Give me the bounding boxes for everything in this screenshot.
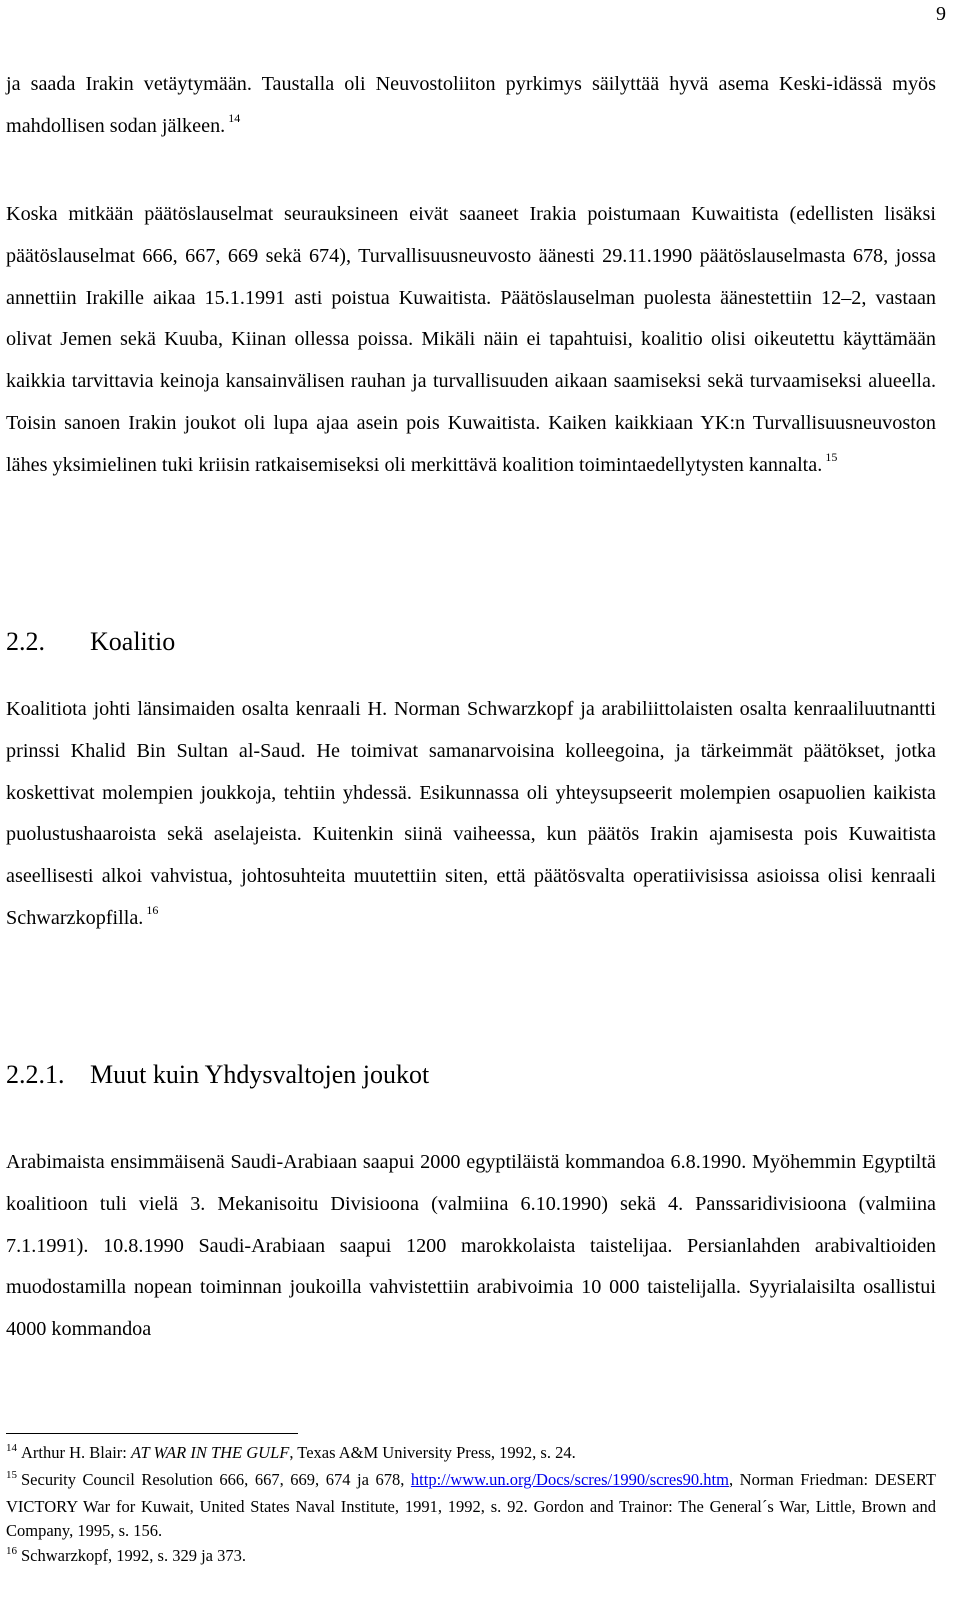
- footnote-book-title: AT WAR IN THE GULF: [130, 1443, 290, 1462]
- footnote-text: Arthur H. Blair:: [21, 1443, 131, 1462]
- paragraph-2-text: Koska mitkään päätöslauselmat seurauksineen eivät saaneet Irakia poistumaan Kuwaitista (edellisten lisäksi päätöslauselmat 666, 667, 669 sekä 674), Turvallisuusneuvosto äänesti 29.11.1990 päätöslauselmasta 678, jossa annettiin Irakille aikaa 15.1.1991 asti poistua Kuwaitista. Päätöslauselman puolesta äänestettiin 12–2, vastaan olivat Jemen sekä Kuuba, Kiinan ollessa poissa. Mikäli näin ei tapahtuisi, koalitio olisi oikeutettu käyttämään kaikkia tarvittavia keinoja kansainvälisen rauhan ja turvallisuuden aikaan saamiseksi sekä turvaamiseksi alueella. Toisin sanoen Irakin joukot oli lupa ajaa asein pois Kuwaitista. Kaiken kaikkiaan YK:n Turvallisuusneuvoston lähes yksimielinen tuki kriisin ratkaisemiseksi oli merkittävä koalition toimintaedellytysten kannalta.: [6, 203, 936, 476]
- footnote-number: 16: [6, 1545, 17, 1558]
- footnote-text: , Texas A&M University Press, 1992, s. 24.: [289, 1443, 576, 1462]
- paragraph-4-text: Arabimaista ensimmäisenä Saudi-Arabiaan saapui 2000 egyptiläistä kommandoa 6.8.1990. Myöhemmin Egyptiltä koalitioon tuli vielä 3. Mekanisoitu Divisioona (valmiina 6.10.1990) sekä 4. Panssaridivisioona (valmiina 7.1.1991). 10.8.1990 Saudi-Arabiaan saapui 1200 marokkolaista taistelijaa. Persianlahden arabivaltioiden muodostamilla nopean toiminnan joukoilla vahvistettiin arabivoimia 10 000 taistelijalla. Syyrialaisilta osallistui 4000 kommandoa: [6, 1151, 936, 1341]
- subsection-title: Muut kuin Yhdysvaltojen joukot: [90, 1060, 430, 1089]
- subsection-heading-muut-joukot: [6, 1059, 429, 1091]
- section-number: 2.2.: [6, 627, 45, 656]
- page-number: 9: [936, 3, 946, 25]
- footnote-text: Security Council Resolution 666, 667, 669, 674 ja 678,: [21, 1469, 411, 1489]
- footnote-separator: [6, 1433, 298, 1434]
- section-heading-koalitio: [6, 626, 175, 658]
- footnote-ref-14[interactable]: 14: [228, 110, 241, 125]
- paragraph-4: [6, 1142, 936, 1351]
- subsection-number: 2.2.1.: [6, 1060, 65, 1089]
- footnote-text: Schwarzkopf, 1992, s. 329 ja 373.: [21, 1546, 247, 1566]
- footnote-number: 15: [6, 1468, 17, 1481]
- paragraph-1: [6, 64, 936, 150]
- footnotes: [6, 1441, 936, 1571]
- footnote-text: , Norman Friedman: DESERT VICTORY War for Kuwait, United States Naval Institute, 1991, 1992, s. 92. Gordon and Trainor: The General´s War, Little, Brown and Company, 1995, s. 156.: [6, 1469, 936, 1541]
- footnote-16: [6, 1544, 936, 1571]
- footnote-ref-15[interactable]: 15: [825, 449, 838, 464]
- paragraph-3-text: Koalitiota johti länsimaiden osalta kenraali H. Norman Schwarzkopf ja arabiliittolaisten osalta kenraaliluutnantti prinssi Khalid Bin Sultan al-Saud. He toimivat samanarvoisina kolleegoina, ja tärkeimmät päätökset, jotka koskettivat molempien joukkoja, tehtiin yhdessä. Esikunnassa oli yhteysupseerit molempien osapuolien kaikista puolustushaaroista sekä aselajeista. Kuitenkin siinä vaiheessa, kun päätös Irakin ajamisesta pois Kuwaitista aseellisesti alkoi vahvistua, johtosuhteita muutettiin siten, että päätösvalta operatiivisissa asioissa olisi kenraali Schwarzkopfilla.: [6, 698, 936, 929]
- footnote-number: 14: [6, 1442, 17, 1454]
- footnote-14: [6, 1441, 936, 1468]
- section-title: Koalitio: [90, 627, 176, 656]
- footnote-15: [6, 1468, 936, 1544]
- footnote-link[interactable]: http://www.un.org/Docs/scres/1990/scres90.htm: [410, 1469, 729, 1489]
- paragraph-3: [6, 689, 936, 942]
- footnote-ref-16[interactable]: 16: [146, 902, 159, 917]
- paragraph-1-text: ja saada Irakin vetäytymään. Taustalla oli Neuvostoliiton pyrkimys säilyttää hyvä asema Keski-idässä myös mahdollisen sodan jälkeen.: [6, 73, 936, 137]
- paragraph-2: [6, 194, 936, 489]
